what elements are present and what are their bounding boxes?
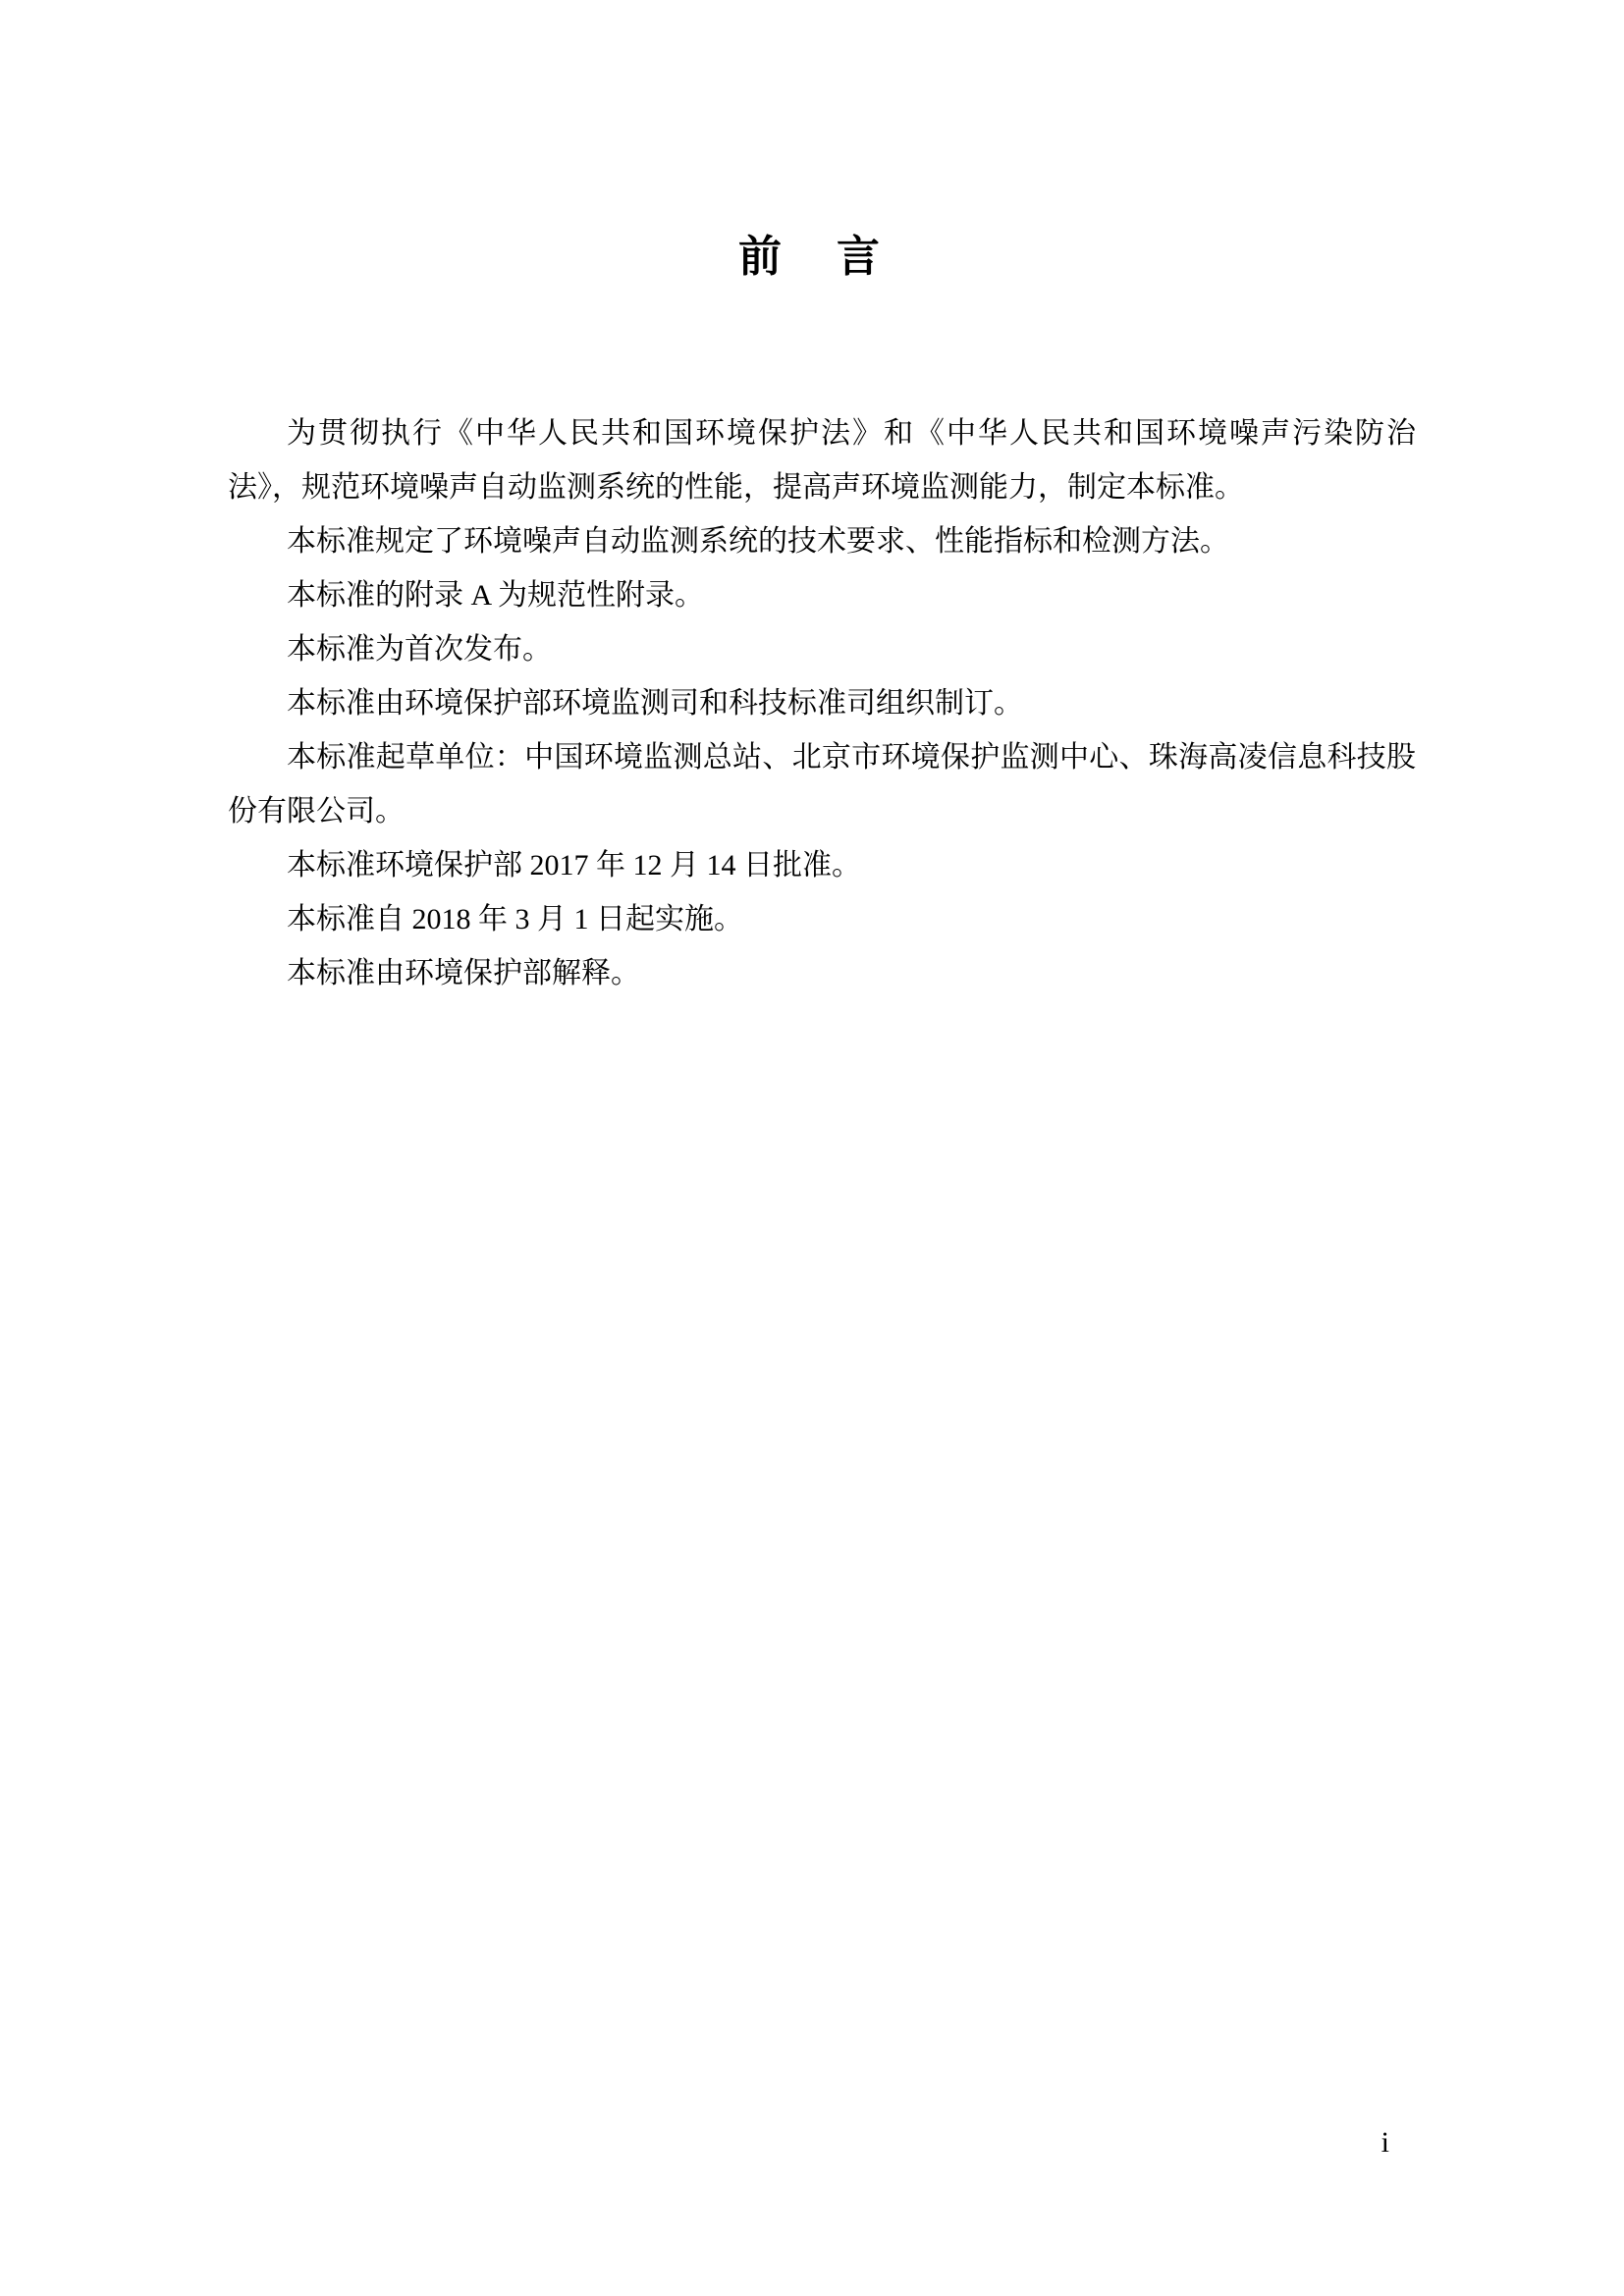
preface-paragraph-implementation-date: 本标准自 2018 年 3 月 1 日起实施。 — [287, 903, 743, 935]
preface-paragraph-scope: 为贯彻执行《中华人民共和国环境保护法》和《中华人民共和国环境噪声污染防治法》，规范环境噪声自动监测系统的性能，提高声环境监测能力，制定本标准。 — [228, 417, 1416, 504]
page-title: 前 言 — [738, 233, 886, 281]
preface-paragraph-first-release: 本标准为首次发布。 — [287, 633, 552, 666]
page-number: i — [1380, 2126, 1389, 2159]
preface-paragraph-approval-date: 本标准环境保护部 2017 年 12 月 14 日批准。 — [287, 849, 861, 881]
preface-paragraph-organizer: 本标准由环境保护部环境监测司和科技标准司组织制订。 — [287, 687, 1023, 720]
preface-body — [228, 406, 1416, 1000]
preface-paragraph-drafting-units: 本标准起草单位：中国环境监测总站、北京市环境保护监测中心、珠海高凌信息科技股份有限公司。 — [228, 741, 1416, 828]
preface-paragraph-interpretation: 本标准由环境保护部解释。 — [287, 957, 640, 989]
preface-paragraph-content: 本标准规定了环境噪声自动监测系统的技术要求、性能指标和检测方法。 — [287, 525, 1229, 558]
preface-paragraph-appendix: 本标准的附录 A 为规范性附录。 — [287, 579, 705, 612]
